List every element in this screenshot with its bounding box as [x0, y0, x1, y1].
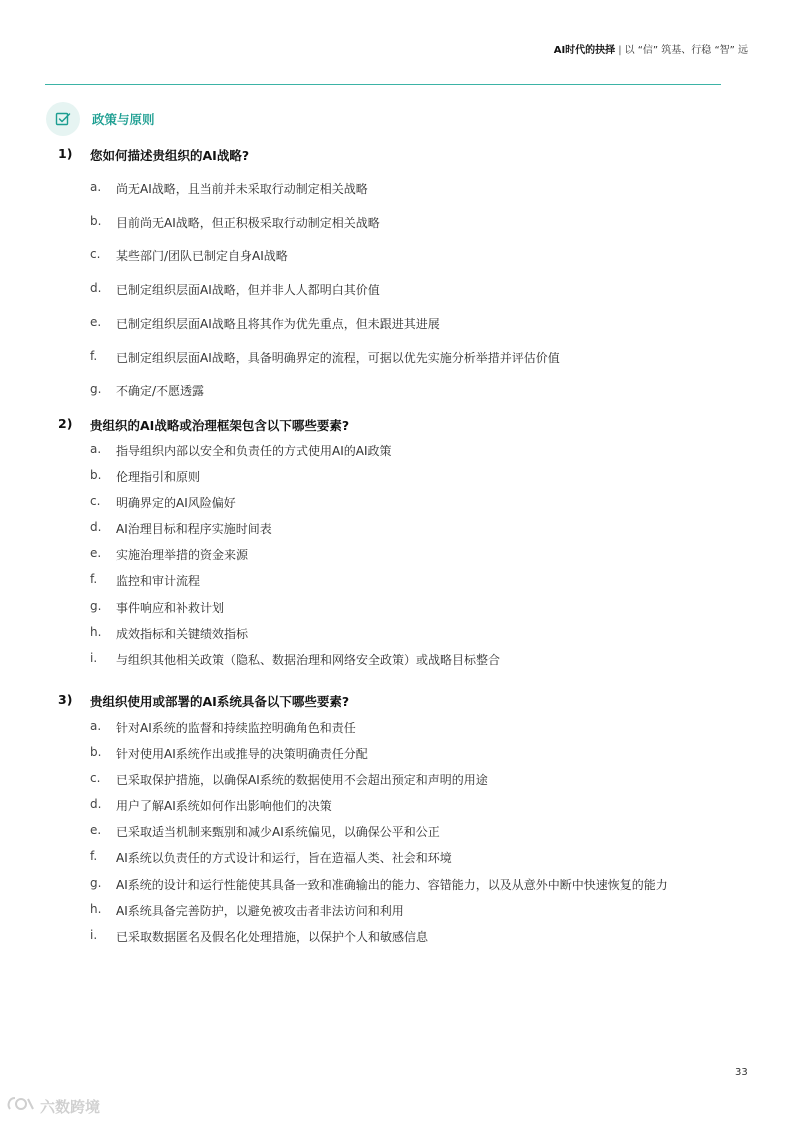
question-1: [58, 146, 249, 164]
running-header: [554, 41, 748, 56]
item-letter: a.: [90, 180, 102, 194]
item-text: 尚无AI战略，且当前并未采取行动制定相关战略: [116, 182, 368, 196]
list-item: [90, 876, 668, 893]
watermark-text: 六数跨境: [40, 1097, 101, 1116]
list-item: [90, 849, 452, 866]
item-letter: c.: [90, 247, 101, 261]
item-letter: i.: [90, 651, 98, 665]
list-item: [90, 520, 272, 537]
item-letter: a.: [90, 719, 102, 733]
list-item: [90, 651, 500, 668]
list-item: [90, 823, 440, 840]
item-text: AI系统以负责任的方式设计和运行，旨在造福人类、社会和环境: [116, 851, 452, 865]
item-text: 已制定组织层面AI战略且将其作为优先重点，但未跟进其进展: [116, 317, 440, 331]
section-title: 政策与原则: [92, 112, 155, 127]
list-item: [90, 719, 356, 736]
header-subtitle: 以 “信” 筑基、行稳 “智” 远: [624, 45, 748, 56]
item-text: 用户了解AI系统如何作出影响他们的决策: [116, 799, 332, 813]
question-number: 3): [58, 692, 73, 707]
list-item: [90, 599, 224, 616]
item-letter: c.: [90, 494, 101, 508]
item-text: AI系统的设计和运行性能使其具备一致和准确输出的能力、容错能力，以及从意外中断中快速恢复的能力: [116, 878, 668, 892]
list-item: [90, 572, 200, 589]
list-item: [90, 468, 200, 485]
item-letter: g.: [90, 382, 102, 396]
item-letter: e.: [90, 823, 102, 837]
item-letter: h.: [90, 625, 102, 639]
item-text: 伦理指引和原则: [116, 470, 201, 484]
item-text: 明确界定的AI风险偏好: [116, 496, 236, 510]
list-item: [90, 180, 368, 197]
question-2: [58, 416, 349, 434]
item-text: 实施治理举措的资金来源: [116, 548, 249, 562]
item-text: 事件响应和补救计划: [116, 601, 225, 615]
question-number: 1): [58, 146, 73, 161]
list-item: [90, 349, 560, 366]
item-text: 成效指标和关键绩效指标: [116, 627, 249, 641]
item-text: 已制定组织层面AI战略，但并非人人都明白其价值: [116, 283, 380, 297]
item-letter: b.: [90, 745, 102, 759]
item-letter: f.: [90, 849, 98, 863]
section-heading: [46, 102, 155, 136]
item-letter: d.: [90, 520, 102, 534]
item-letter: g.: [90, 876, 102, 890]
item-text: 已制定组织层面AI战略，具备明确界定的流程，可据以优先实施分析举措并评估价值: [116, 351, 560, 365]
item-letter: d.: [90, 797, 102, 811]
item-letter: a.: [90, 442, 102, 456]
list-item: [90, 771, 488, 788]
item-letter: c.: [90, 771, 101, 785]
list-item: [90, 281, 380, 298]
item-text: 已采取数据匿名及假名化处理措施，以保护个人和敏感信息: [116, 930, 429, 944]
item-text: AI治理目标和程序实施时间表: [116, 522, 272, 536]
item-letter: h.: [90, 902, 102, 916]
list-item: [90, 214, 380, 231]
item-letter: b.: [90, 468, 102, 482]
question-text: 贵组织的AI战略或治理框架包含以下哪些要素?: [90, 418, 350, 433]
item-letter: i.: [90, 928, 98, 942]
list-item: [90, 745, 368, 762]
item-text: 目前尚无AI战略，但正积极采取行动制定相关战略: [116, 216, 380, 230]
item-text: 与组织其他相关政策（隐私、数据治理和网络安全政策）或战略目标整合: [116, 653, 501, 667]
watermark: [6, 1095, 100, 1117]
item-letter: f.: [90, 572, 98, 586]
item-text: 已采取保护措施，以确保AI系统的数据使用不会超出预定和声明的用途: [116, 773, 488, 787]
list-item: [90, 625, 248, 642]
item-letter: g.: [90, 599, 102, 613]
question-text: 贵组织使用或部署的AI系统具备以下哪些要素?: [90, 694, 350, 709]
item-text: 针对AI系统的监督和持续监控明确角色和责任: [116, 721, 356, 735]
item-text: 不确定/不愿透露: [116, 384, 205, 398]
list-item: [90, 382, 204, 399]
question-text: 您如何描述贵组织的AI战略?: [90, 148, 250, 163]
list-item: [90, 247, 288, 264]
item-text: 指导组织内部以安全和负责任的方式使用AI的AI政策: [116, 444, 392, 458]
item-text: 监控和审计流程: [116, 574, 201, 588]
list-item: [90, 442, 392, 459]
item-letter: f.: [90, 349, 98, 363]
item-text: 某些部门/团队已制定自身AI战略: [116, 249, 288, 263]
list-item: [90, 902, 404, 919]
question-number: 2): [58, 416, 73, 431]
item-letter: b.: [90, 214, 102, 228]
page-number: 33: [735, 1067, 748, 1078]
question-3: [58, 692, 349, 710]
item-text: 针对使用AI系统作出或推导的决策明确责任分配: [116, 747, 368, 761]
list-item: [90, 546, 248, 563]
list-item: [90, 494, 236, 511]
checkbox-icon: [46, 102, 80, 136]
item-letter: e.: [90, 546, 102, 560]
item-letter: d.: [90, 281, 102, 295]
list-item: [90, 315, 440, 332]
watermark-logo-icon: [6, 1095, 36, 1117]
item-text: AI系统具备完善防护，以避免被攻击者非法访问和利用: [116, 904, 404, 918]
list-item: [90, 928, 428, 945]
header-rule: [45, 84, 721, 85]
item-letter: e.: [90, 315, 102, 329]
header-separator: |: [618, 45, 622, 56]
item-text: 已采取适当机制来甄别和减少AI系统偏见，以确保公平和公正: [116, 825, 440, 839]
list-item: [90, 797, 332, 814]
header-title: AI时代的抉择: [553, 45, 616, 56]
